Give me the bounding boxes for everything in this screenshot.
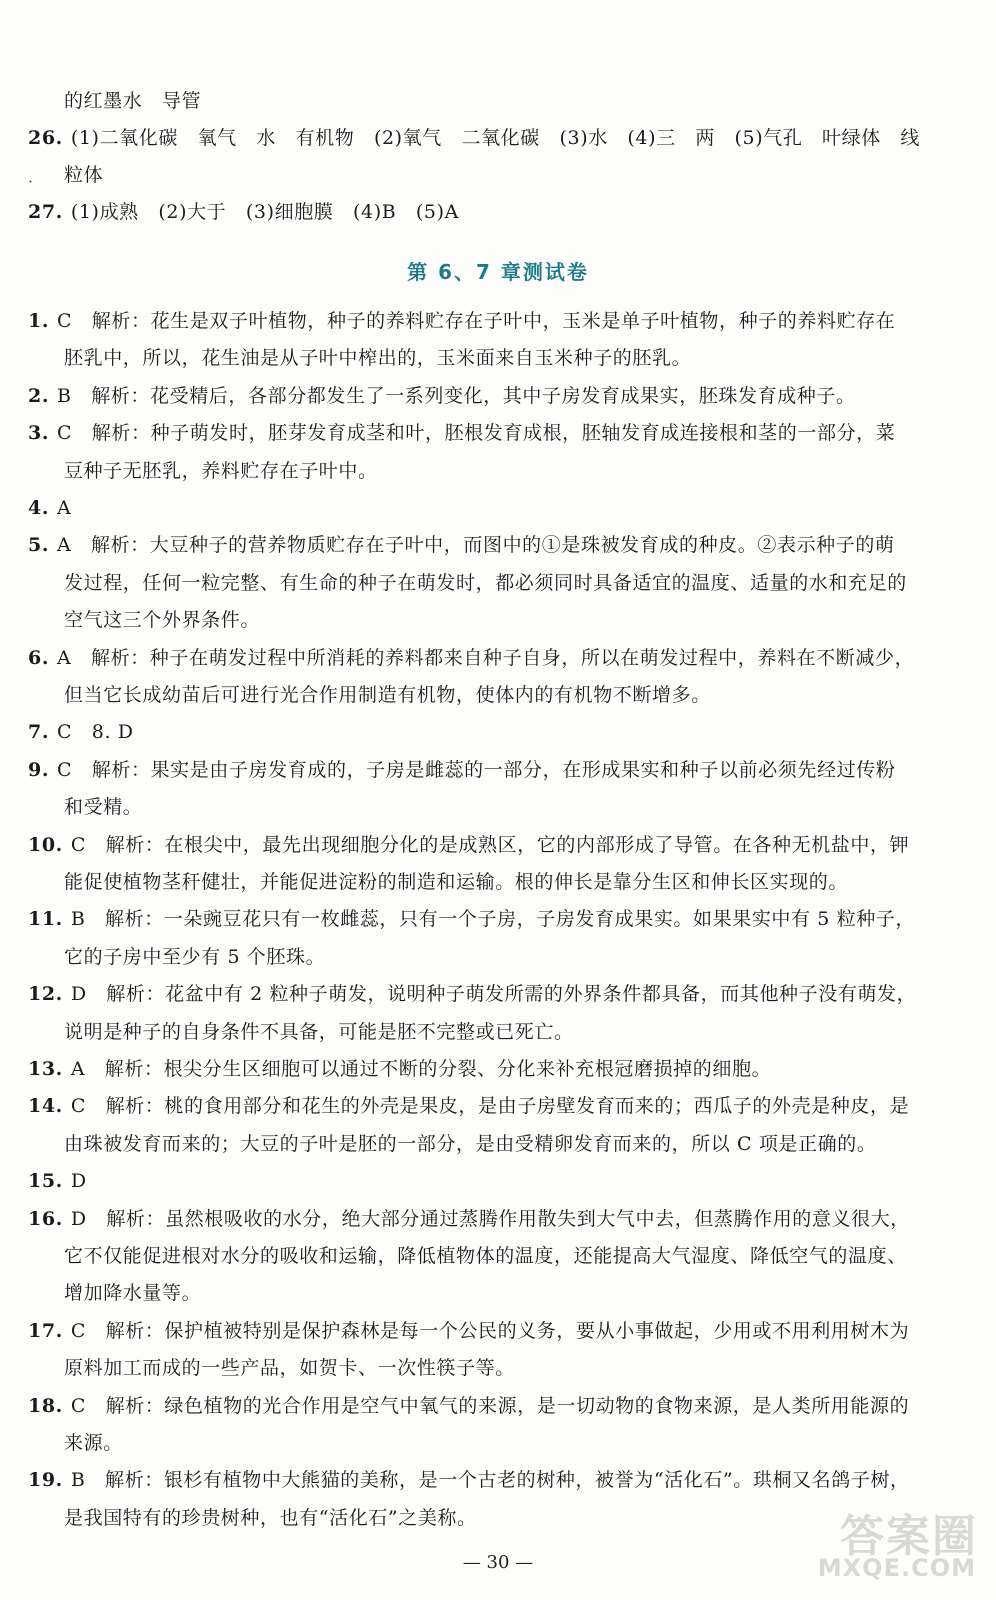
answer-number: 2. [28, 384, 50, 407]
answer-number: 7. [28, 721, 50, 744]
answer-text: D 解析：花盆中有 2 粒种子萌发，说明种子萌发所需的外界条件都具备，而其他种子没有萌发， [70, 983, 917, 1006]
answer-line-continued [64, 607, 968, 633]
answer-text: D 解析：虽然根吸收的水分，绝大部分通过蒸腾作用散失到大气中去，但蒸腾作用的意义很大， [70, 1207, 910, 1230]
page-number: — 30 — [462, 1552, 534, 1573]
answer-number: 5. [28, 534, 50, 557]
answer-text: (1)成熟 (2)大于 (3)细胞膜 (4)B (5)A [70, 201, 459, 223]
answer-line-continued [64, 1131, 968, 1157]
watermark-text-bottom: MXQE.COM [817, 1554, 976, 1582]
watermark-text-top: 答案圈 [840, 1511, 978, 1562]
answer-line-first [28, 308, 968, 334]
answer-text: A 解析：根尖分生区细胞可以通过不断的分裂、分化来补充根冠磨损掉的细胞。 [70, 1058, 772, 1080]
answer-text: C 解析：果实是由子房发育成的，子房是雌蕊的一部分，在形成果实和种子以前必须先经过传粉 [57, 758, 896, 781]
answer-26-line-2: 粒体 [64, 164, 104, 186]
answer-number: 12. [28, 983, 63, 1006]
answer-text: C 8. D [57, 721, 134, 744]
answer-line-first [28, 1393, 968, 1419]
answer-number: 15. [28, 1170, 63, 1193]
answer-number: 1. [28, 310, 50, 332]
answer-line-first [28, 906, 968, 932]
answer-text: 豆种子无胚乳，养料贮存在子叶中。 [64, 459, 378, 482]
answer-line-continued [64, 1243, 968, 1269]
answer-line-first [28, 757, 968, 783]
answer-text: 来源。 [64, 1432, 123, 1454]
answer-text: B 解析：一朵豌豆花只有一枚雌蕊，只有一个子房，子房发育成果实。如果果实中有 5 粒种子， [70, 908, 915, 931]
answer-text: C 解析：桃的食用部分和花生的外壳是果皮，是由子房壁发育而来的；西瓜子的外壳是种皮，是 [70, 1095, 910, 1118]
answer-number: 26. [28, 127, 63, 149]
answer-text: C 解析：保护植被特别是保护森林是每一个公民的义务，要从小事做起，少用或不用利用树木为 [70, 1319, 910, 1342]
answer-text: B 解析：银杉有植物中大熊猫的美称，是一个古老的树种，被誉为“活化石”。珙桐又名鸽子树， [70, 1469, 910, 1492]
answer-number: 18. [28, 1394, 63, 1417]
answer-text: 和受精。 [64, 796, 143, 819]
answer-line-continued [64, 1280, 968, 1306]
answer-text: D [70, 1170, 87, 1193]
answer-line-first [28, 495, 968, 521]
answer-line-continued [64, 1355, 968, 1381]
answer-text: C 解析：花生是双子叶植物，种子的养料贮存在子叶中，玉米是单子叶植物，种子的养料贮存在 [57, 310, 896, 332]
watermark-logo [817, 1500, 978, 1590]
answer-number: 11. [28, 908, 63, 931]
answer-line-continued [64, 869, 968, 895]
answer-line-continued [64, 570, 968, 596]
answer-number: 3. [28, 422, 50, 445]
answer-text: A [57, 497, 72, 519]
answer-number: 10. [28, 833, 63, 856]
answer-line-first [28, 1467, 968, 1493]
answer-26-line-1 [28, 125, 968, 151]
answer-line-first [28, 1093, 968, 1119]
answer-line-continued [64, 682, 968, 708]
answer-text: 是我国特有的珍贵树种，也有“活化石”之美称。 [64, 1506, 477, 1529]
answer-text: 胚乳中，所以，花生油是从子叶中榨出的，玉米面来自玉米种子的胚乳。 [64, 347, 692, 370]
answer-line-continued [64, 1019, 968, 1045]
answer-line-first [28, 420, 968, 446]
answer-number: 13. [28, 1058, 63, 1080]
answer-number: 17. [28, 1319, 63, 1342]
answer-line-first [28, 719, 968, 745]
answer-line-first [28, 645, 968, 671]
answer-text: C 解析：绿色植物的光合作用是空气中氧气的来源，是一切动物的食物来源，是人类所用能源的 [70, 1394, 910, 1417]
answer-line-first [28, 383, 968, 409]
answer-number: 14. [28, 1095, 63, 1118]
answer-text: 由珠被发育而来的；大豆的子叶是胚的一部分，是由受精卵发育而来的，所以 C 项是正确的。 [64, 1132, 877, 1155]
answer-line-continued [64, 794, 968, 820]
answer-line-first [28, 532, 968, 558]
answer-text: B 解析：花受精后，各部分都发生了一系列变化，其中子房发育成果实，胚珠发育成种子。 [57, 384, 856, 407]
answer-text: 增加降水量等。 [64, 1282, 202, 1305]
answer-text: 但当它长成幼苗后可进行光合作用制造有机物，使体内的有机物不断增多。 [64, 684, 711, 706]
section-title: 第 6、7 章测试卷 [407, 260, 589, 284]
answer-text: C 解析：种子萌发时，胚芽发育成茎和叶，胚根发育成根，胚轴发育成连接根和茎的一部分，菜 [57, 422, 896, 445]
answer-number: 4. [28, 497, 50, 519]
answer-line-continued [64, 345, 968, 371]
answer-number: 6. [28, 646, 50, 669]
answer-text: C 解析：在根尖中，最先出现细胞分化的是成熟区，它的内部形成了导管。在各种无机盐中，钾 [70, 833, 910, 856]
answer-text: 说明是种子的自身条件不具备，可能是胚不完整或已死亡。 [64, 1020, 574, 1043]
answer-text: 空气这三个外界条件。 [64, 609, 261, 632]
answer-number: 9. [28, 758, 50, 781]
stray-mark: · [28, 172, 34, 191]
answer-text: (1)二氧化碳 氧气 水 有机物 (2)氧气 二氧化碳 (3)水 (4)三 两 (5)气孔 叶绿体 线 [70, 127, 921, 149]
answer-line-first [28, 1168, 968, 1194]
answer-line-continued [64, 944, 968, 970]
answer-line-first [28, 1206, 968, 1232]
answer-line-continued [64, 1430, 968, 1456]
answer-text: 原料加工而成的一些产品，如贺卡、一次性筷子等。 [64, 1357, 515, 1380]
answer-continuation: 的红墨水 导管 [64, 90, 202, 112]
answer-line-first [28, 1318, 968, 1344]
answer-text: 发过程，任何一粒完整、有生命的种子在萌发时，都必须同时具备适宜的温度、适量的水和充足的 [64, 571, 907, 594]
answer-number: 16. [28, 1207, 63, 1230]
answer-line-first [28, 832, 968, 858]
answer-text: A 解析：大豆种子的营养物质贮存在子叶中，而图中的①是珠被发育成的种皮。②表示种子的萌 [57, 534, 895, 557]
answer-line-continued [64, 458, 968, 484]
answer-number: 27. [28, 201, 63, 223]
answer-text: A 解析：种子在萌发过程中所消耗的养料都来自种子自身，所以在萌发过程中，养料在不断减少， [57, 646, 915, 669]
answer-line-first [28, 1056, 968, 1082]
answer-27-line-1 [28, 199, 968, 225]
answer-text: 它不仅能促进根对水分的吸收和运输，降低植物体的温度，还能提高大气湿度、降低空气的温度、 [64, 1245, 907, 1267]
answer-number: 19. [28, 1469, 63, 1492]
answer-text: 能促使植物茎秆健壮，并能促进淀粉的制造和运输。根的伸长是靠分生区和伸长区实现的。 [64, 871, 849, 893]
answer-line-first [28, 981, 968, 1007]
answer-text: 它的子房中至少有 5 个胚珠。 [64, 945, 326, 968]
